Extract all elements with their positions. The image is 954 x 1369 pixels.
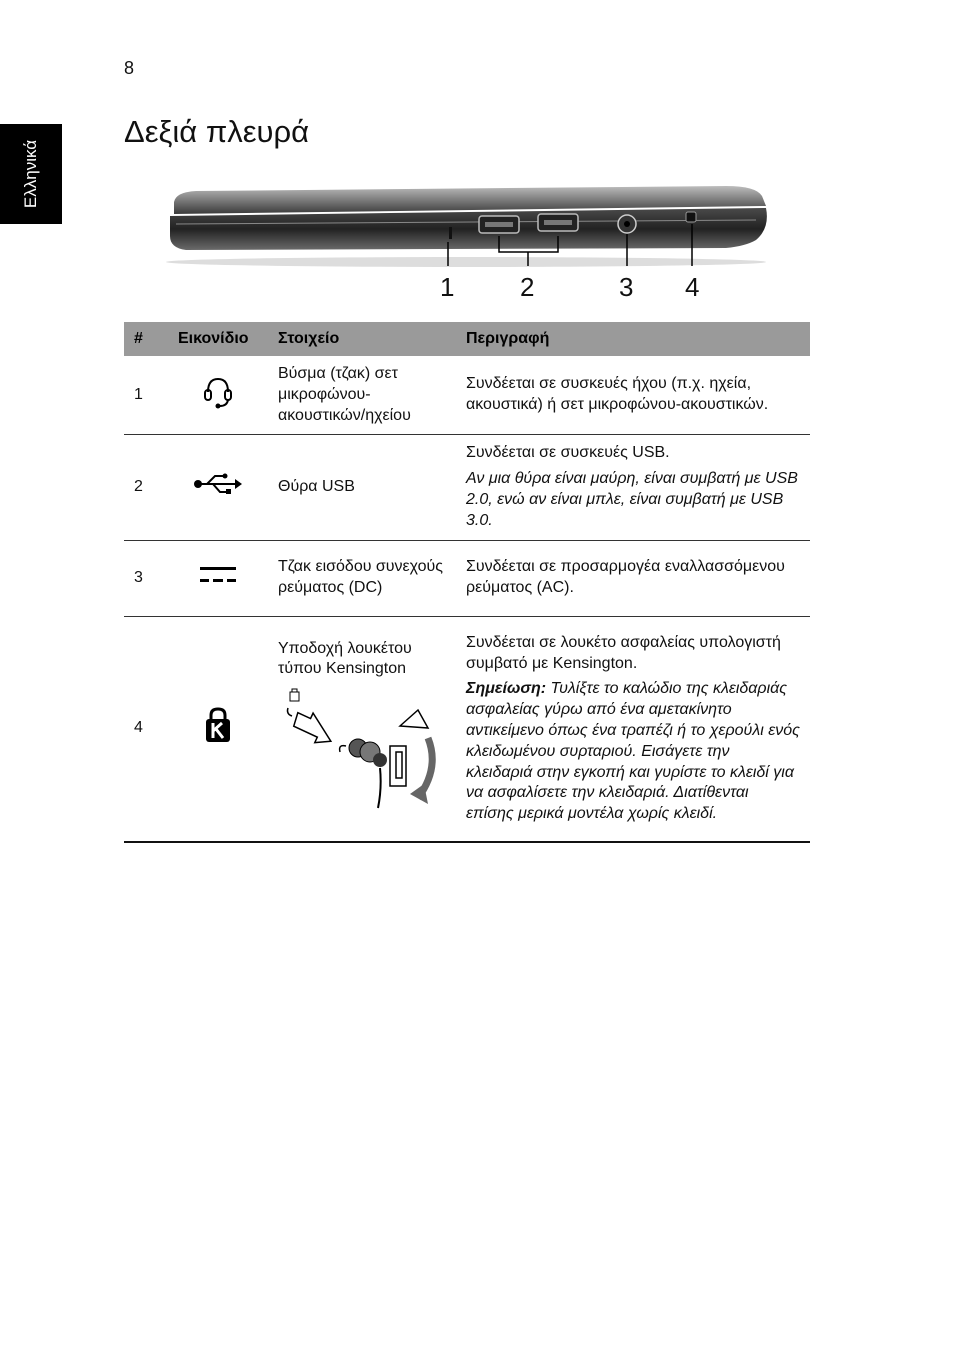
callout-4: 4 [685,272,700,302]
row-number: 2 [124,435,168,540]
table-row [124,435,810,540]
note-text: Τυλίξτε το καλώδιο της κλειδαριάς ασφαλείας γύρω από ένα αμετακίνητο αντικείμενο όπως ένα τραπέζι ή το χερούλι ενός κλειδωμένου συρταριού. Εισάγετε την κλειδαριά στην εγκοπή και γυρίστε το κλειδί για να ασφαλίσετε την κλειδαριά. Διατίθενται επίσης μερικά μοντέλα χωρίς κλειδί. [466,680,800,823]
row-note [466,679,800,825]
usb-icon [193,473,243,502]
row-item: Βύσμα (τζακ) σετ μικροφώνου-ακουστικών/ηχείου [268,356,456,435]
callout-1: 1 [440,272,455,302]
row-item: Θύρα USB [268,435,456,540]
callout-3: 3 [619,272,634,302]
callout-2: 2 [520,272,535,302]
language-tab [0,124,62,224]
language-tab-label: Ελληνικά [21,139,40,209]
row-description: Συνδέεται σε προσαρμογέα εναλλασσόμενου ρεύματος (AC). [466,558,785,597]
page-number: 8 [124,58,135,78]
header-number: # [124,322,168,356]
row-description: Συνδέεται σε συσκευές ήχου (π.χ. ηχεία, ακουστικά) ή σετ μικροφώνου-ακουστικών. [466,375,769,414]
header-description: Περιγραφή [456,322,810,356]
row-number: 1 [124,356,168,435]
table-header-row [124,322,810,356]
row-number: 3 [124,540,168,616]
row-description-note: Αν μια θύρα είναι μαύρη, είναι συμβατή με USB 2.0, ενώ αν είναι μπλε, είναι συμβατή με USB 3.0. [466,470,798,529]
header-icon: Εικονίδιο [168,322,268,356]
table-row [124,356,810,435]
note-label: Σημείωση: [466,680,547,698]
row-item: Υποδοχή λουκέτου τύπου Kensington [278,639,412,678]
kensington-lock-illustration [278,688,438,814]
row-description: Συνδέεται σε συσκευές USB. [466,444,670,462]
row-item: Τζακ εισόδου συνεχούς ρεύματος (DC) [268,540,456,616]
kensington-lock-icon [204,706,232,751]
dc-power-icon [199,564,237,593]
ports-table [124,322,810,843]
table-row [124,616,810,842]
row-number: 4 [124,616,168,842]
page-title: Δεξιά πλευρά [124,114,310,149]
row-description: Συνδέεται σε λουκέτο ασφαλείας υπολογιστή συμβατό με Kensington. [466,633,781,672]
headset-icon [203,374,233,417]
table-row [124,540,810,616]
header-item: Στοιχείο [268,322,456,356]
